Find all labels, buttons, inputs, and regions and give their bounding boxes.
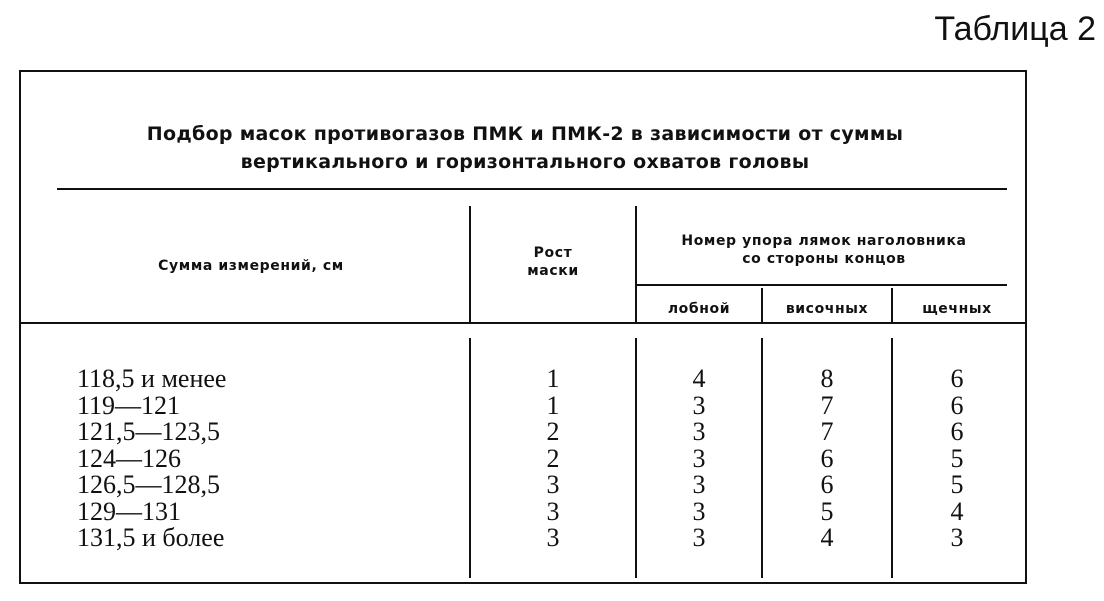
header-cheek: щечных (922, 301, 992, 317)
cell-height: 2 (546, 443, 560, 473)
cell-frontal: 3 (692, 523, 706, 552)
table-frame (19, 70, 1027, 584)
cell-sum: 118,5 и менее (77, 364, 227, 393)
cell-frontal: 3 (692, 470, 706, 499)
header-height-line-1: Рост (533, 245, 573, 261)
header-sum: Сумма измерений, см (158, 258, 344, 274)
table-caption: Таблица 2 (934, 10, 1096, 48)
cell-frontal: 4 (692, 364, 706, 393)
cell-height: 1 (546, 364, 560, 393)
cell-frontal: 3 (692, 390, 706, 420)
cell-height: 3 (546, 523, 560, 552)
cell-sum: 119—121 (77, 390, 181, 420)
column-height (471, 366, 635, 552)
header-strap-group-line-2: со стороны концов (742, 251, 906, 267)
cell-height: 1 (546, 390, 560, 420)
cell-frontal: 3 (692, 417, 706, 446)
cell-cheek: 6 (950, 390, 964, 420)
cell-temporal: 7 (820, 390, 834, 420)
cell-cheek: 3 (950, 523, 964, 552)
table-title-line-2: вертикального и горизонтального охватов головы (240, 151, 810, 173)
cell-sum: 126,5—128,5 (77, 470, 220, 499)
cell-height: 3 (546, 496, 560, 526)
table-title-line-1: Подбор масок противогазов ПМК и ПМК-2 в зависимости от суммы (146, 123, 904, 145)
column-temporal (763, 366, 891, 552)
cell-temporal: 8 (820, 364, 834, 393)
header-strap-group (639, 232, 1009, 268)
cell-frontal: 3 (692, 496, 706, 526)
header-separator-1 (469, 206, 471, 324)
title-rule (57, 188, 1007, 190)
cell-sum: 129—131 (77, 496, 181, 526)
cell-cheek: 4 (950, 496, 964, 526)
header-temporal: височных (785, 301, 869, 317)
column-frontal (637, 366, 761, 552)
header-rule (21, 322, 1027, 324)
cell-temporal: 6 (820, 470, 834, 499)
cell-frontal: 3 (692, 443, 706, 473)
column-sum (77, 366, 377, 552)
cell-sum: 121,5—123,5 (77, 417, 220, 446)
header-strap-group-line-1: Номер упора лямок наголовника (681, 233, 967, 249)
cell-temporal: 7 (820, 417, 834, 446)
cell-height: 3 (546, 470, 560, 499)
header-height (473, 244, 633, 280)
table-title (21, 120, 1029, 176)
group-rule (635, 284, 1007, 286)
cell-cheek: 5 (950, 470, 964, 499)
cell-sum: 131,5 и более (77, 523, 225, 552)
cell-temporal: 4 (820, 523, 834, 552)
cell-cheek: 5 (950, 443, 964, 473)
column-cheek (893, 366, 1021, 552)
cell-temporal: 5 (820, 496, 834, 526)
cell-temporal: 6 (820, 443, 834, 473)
header-frontal: лобной (667, 301, 731, 317)
cell-cheek: 6 (950, 364, 964, 393)
cell-cheek: 6 (950, 417, 964, 446)
cell-height: 2 (546, 417, 560, 446)
header-height-line-2: маски (527, 263, 579, 279)
cell-sum: 124—126 (77, 443, 181, 473)
